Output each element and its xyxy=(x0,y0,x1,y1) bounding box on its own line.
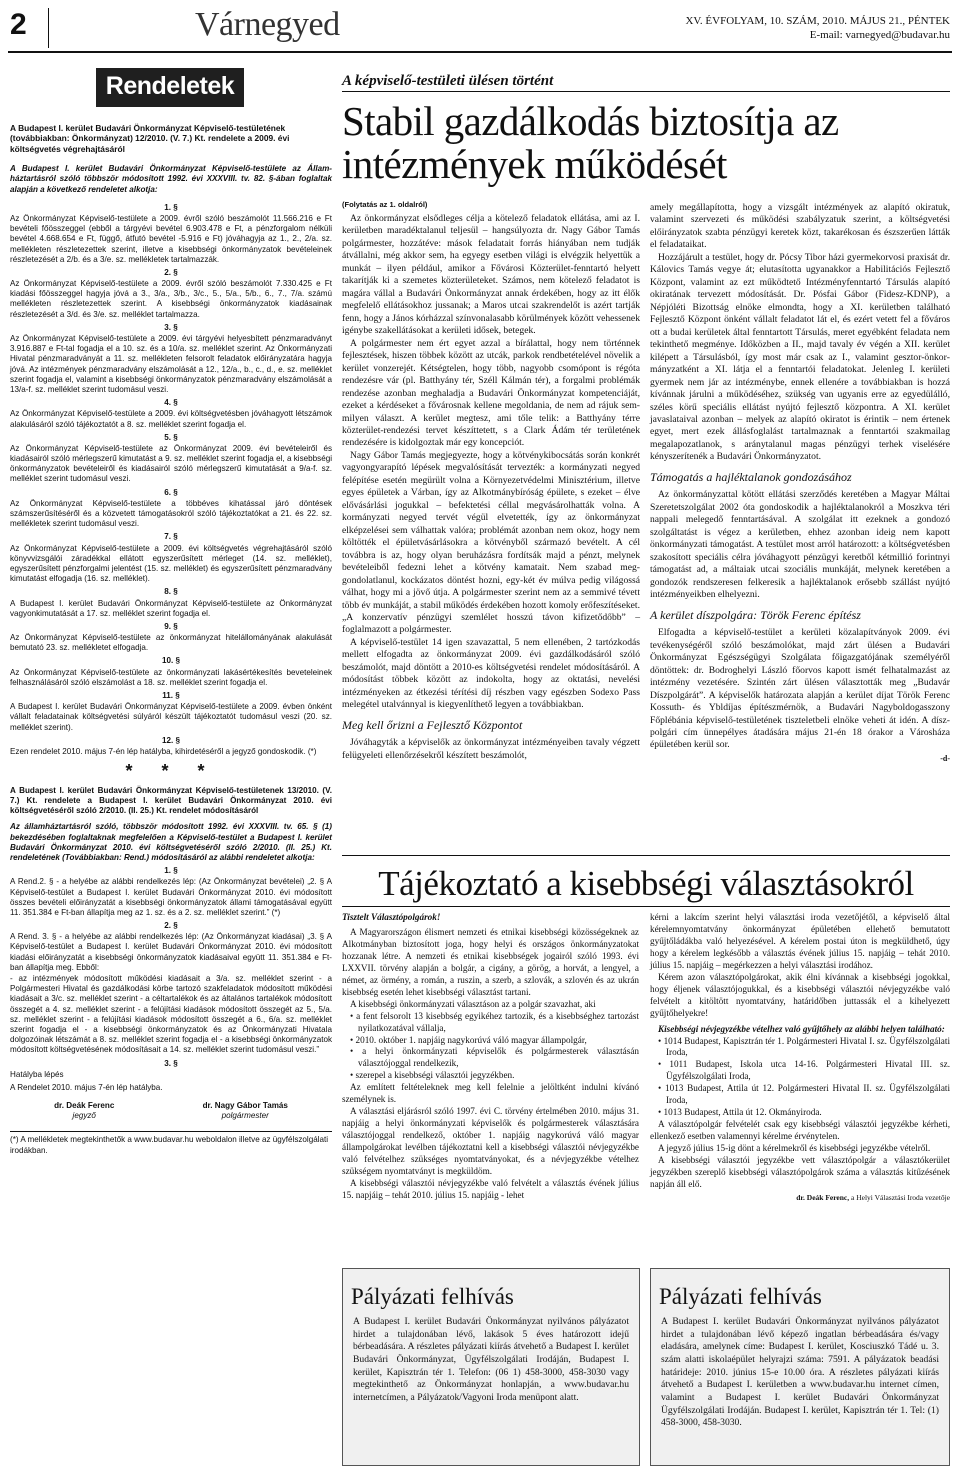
section-4: 4. § xyxy=(164,398,178,408)
section-1: 1. § xyxy=(164,202,178,212)
article1-subheading: Támogatás a hajléktalanok gondozásához xyxy=(650,469,852,484)
article2-paragraph: A kisebbségi önkormányzati választáson az a polgár szavazhat, aki xyxy=(350,998,596,1009)
article1-paragraph: Az önkormányzattal kötött ellátási szerződés keretében a Magyar Máltai Szeretetszolgálat 2002 óta gondoskodik a hajléktalanokról a Moszkva téri nappali melegedő fenntartásával. A szolgálat itt ezeknek a gondozó szolgáltatást is végez a kerületben, ehhez azonban ideig nem kapott önkormányzati támogatást. A testület most arról határozott: a költségvetésben szakosított speciális célra jóváhagyott pénzügyi keretből kétmillió forintnyi támogatást ad, a máltaiak utcai szociális munkáját, melynek keretében a gondozók rendszeresen felkeresik a hajléktalanok erősebb szállást nyújtó intézményeikben elhelyezni. xyxy=(650,489,950,601)
section-8-text: A Budapest I. kerület Budavári Önkormányzat Képviselő-testülete az Önkormányzat vagyonkimutatását a 17. sz. melléklet szerint fogadja el. xyxy=(10,598,332,618)
section-11-text: A Budapest I. kerület Budavári Önkormányzat Képviselő-testülete a 2009. évben önként vállalt feladatainak költségvetési súlyáról készült tájékoztatót tudomásul veszi (20. sz. melléklet szerint). xyxy=(10,702,332,732)
article2-paragraph: Kérem azon választópolgárokat, akik élni kívánnak a kisebbségi jogokkal, hogy éljenek választójogukkal, és a kisebbségi választói névjegyzékbe való felvételt a kitöltött nyomtatvány, határidőben juttassák el a kihelyezett gyűjtőhelyekre! xyxy=(650,971,950,1018)
decree2-section-3: 3. § xyxy=(164,1058,178,1068)
decree2-section-1: 1. § xyxy=(164,866,178,876)
article2-paragraph: A kisebbségi választói jegyzékbe vett választópolgár a választókerület jegyzékben szereplő kisebbségi választópolgárok száma a választás kitűzésének napján áll elő. xyxy=(650,1155,950,1189)
article-headline: Stabil gazdálkodás biztosítja az intézmények működését xyxy=(342,98,839,188)
article2-paragraph: A Magyarországon élismert nemzeti és etnikai kisebbségi közösségeknek az Alkotmányban biztosított joga, hogy helyi és országos önkormányzatokat hozzanak létre. A nemzeti és etnikai kisebbségek jogairól szóló 1993. évi LXXVII. törvény alapján a bolgár, a cigány, a görög, a horvát, a lengyel, a német, az örmény, a román, a ruszin, a szerb, a szlovák, a szlovén és az ukrán kisebbség esetén lehet kisebbségi választást tartani. xyxy=(342,926,639,997)
decree1-preamble: A Budapest I. kerület Budavári Önkormányzat Képviselő-testülete az Államháztartásról szóló többször módosított 1992. évi XXXVIII. tv. 82. §-ában foglaltak alapján a következő rendeletet alkotja: xyxy=(10,164,332,194)
article2-paragraph: A jegyző július 15-ig dönt a kérelmekről és kisebbségi jegyzékbe vételről. xyxy=(658,1143,931,1154)
footnote: (*) A mellékletek megtekinthetők a www.budavar.hu weboldalon illetve az ügyfélszolgálati irodákban. xyxy=(10,1131,332,1155)
article2-column-1 xyxy=(342,912,639,1202)
article1-signature: -d- xyxy=(940,753,950,763)
article1-paragraph: Jóváhagyták a képviselők az önkormányzat intézményeiben tavaly végzett felügyeleti ellenőrzésekről készített beszámolót, xyxy=(342,737,640,761)
decree1-title: A Budapest I. kerület Budavári Önkormányzat Képviselő-testületének (továbbiakban: Önkormányzat) 12/2010. (V. 7.) Kt. rendelete a 2009. évi költségvetés végrehajtásáról xyxy=(10,122,290,154)
decree2-items: - az intézmények módosított működési kiadásait a 3/a. sz. melléklet szerint - a Polgármesteri Hivatal és gazdálkodási körbe tartozó szakfeladatok módosított működési kiadásait a 3/c. sz. melléklet szerint - a céltartalékok és az általános tartalékok módosított összegét a 4. sz. melléklet szerint - a felújítási kiadások módosított összegét az 5., 5/a. sz. melléklet szerint - a felújítási kiadások módosított összegét a 6., 6/a. sz. melléklet szerint fogadja el - a kisebbségi önkormányzatok és az Önkormányzati Hivatala dolgozóinak létszámát a 8. sz. melléklet szerint fogadja el - a kisebbségi önkormányzatok módosított költségvetésének módosításait a 14. sz. melléklet szerint tudomásul veszi.” xyxy=(10,974,332,1055)
article2-signer-role: a Helyi Választási Iroda vezetője xyxy=(851,1192,950,1202)
tender-notice-1-title: Pályázati felhívás xyxy=(351,1284,514,1309)
continued-note: (Folytatás az 1. oldalról) xyxy=(342,200,428,209)
section-12-text: Ezen rendelet 2010. május 7-én lép hatályba, kihirdetéséről a jegyző gondoskodik. (*) xyxy=(10,746,317,756)
section-2-text: Az Önkormányzat Képviselő-testülete a 2009. évről szóló beszámolót 7.330.425 e Ft kiadási főösszeggel hagyja jóvá a 3., 3/a., 3/b., 3/c., 5., 5/a., 5/b., 6., 7., 7/a. számú mellékleten részletezettek szerint. A kisebbségi önkormányzatok kiadásainak részletezését a 3/d. és 3/e. sz. melléklet tartalmazza. xyxy=(10,279,332,319)
article2-bullet: • szerepel a kisebbségi választói jegyzékben. xyxy=(342,1070,639,1082)
article1-paragraph: A képviselő-testület 14 igen szavazattal, 5 nem ellenében, 2 tartózkodás mellett elfogadta az önkormányzat 2009. évi gazdálkodásáról szóló beszámolót, majd döntött a 2010-es költségvetési rendelet módosításáról. A módosítást többek között az indokolta, hogy az oktatási, nevelési intézményeken az étkezési térítési díj részben vagy egészben Sodexo Pass melegétel utalvánnyal is kiegyenlíthető legyen a továbbiakban. xyxy=(342,636,640,711)
decrees-column xyxy=(10,68,332,1156)
article2-headline: Tájékoztató a kisebbségi választásokról xyxy=(378,864,914,903)
section-10: 10. § xyxy=(161,656,180,666)
mayor-name: dr. Nagy Gábor Tamás xyxy=(202,1101,288,1111)
notary-role: jegyző xyxy=(72,1111,96,1121)
tender-notice-1 xyxy=(342,1268,640,1466)
signatures xyxy=(10,1101,332,1121)
tender-notice-1-body: A Budapest I. kerület Budavári Önkormányzat nyilvános pályázatot hirdet a tulajdonában lévő, lakások 5 éves határozott idejű bérbeadására. A részletes pályázati kiírás átvehető a Budapest I. kerület Budavári Önkormányzat, Ügyfélszolgálati Irodáján, Budapest I. kerület, Kapisztrán tér 1. Telefon: (06 1) 458-3000, 458-3030 vagy megtekinthető az Önkormányzat honlapján, a www.budavar.hu internetcímen, a Pályázatok/Vagyoni Iroda menüpont alatt. xyxy=(353,1315,629,1403)
section-6-text: Az Önkormányzat Képviselő-testülete a többéves kihatással járó döntések számszerűsítéséről és a közvetett támogatásokról szóló tájékoztatókat a 21. és 22. sz. mellékletek szerint tudomásul veszi. xyxy=(10,498,332,529)
article2-paragraph: A választópolgár felvételét csak egy kisebbségi választói jegyzékbe kérheti, ellenkező esetben valamennyi kérelme érvénytelen. xyxy=(650,1119,950,1142)
page-number: 2 xyxy=(10,8,27,41)
tender-notice-2-title: Pályázati felhívás xyxy=(659,1284,822,1309)
article2-paragraph: A kisebbségi választói névjegyzékbe való felvételt a választás évének július 15. napjáig – tehát 2010. július 15. napjáig - lehet xyxy=(342,1177,639,1200)
section-4-text: Az Önkormányzat Képviselő-testülete a 2009. évi költségvetésben jóváhagyott létszámok alakulásáról szóló tájékoztatót a 8. sz. melléklet szerint fogadja el. xyxy=(10,409,332,429)
article1-subheading: Meg kell őrizni a Fejlesztő Központot xyxy=(342,717,523,732)
section-5-text: Az Önkormányzat Képviselő-testülete az Önkormányzat 2009. évi bevételeiről és kiadásairól szóló mérlegszerű kimutatást a 9. sz. melléklet szerint fogadja el, a kisebbségi önkormányzatok bevételeiről és kiadásairól szóló mérlegszerű kimutatását a 9/a-f. sz. melléklet szerint tudomásul veszi. xyxy=(10,443,332,484)
article1-paragraph: amely megállapította, hogy a vizsgált intézmények az alapító okiratuk, valamint szervezeti és működési szabályzatuk szerint, a költségvetési előirányzatok szabta pénzügyi keretek közt, takarékosan és észszerűen látták el feladataikat. xyxy=(650,202,950,251)
article2-location: • 1013 Budapest, Attila út 12. Polgármesteri Hivatal II. sz. Ügyfélszolgálati Iroda, xyxy=(650,1083,950,1107)
article2-bottom-rule xyxy=(342,906,950,907)
article1-subheading: A kerület díszpolgára: Török Ferenc építész xyxy=(650,607,861,622)
article-kicker: A képviselő-testületi ülésen történt xyxy=(342,72,950,92)
decree2-section-3-text: Hatályba lépés xyxy=(10,1069,64,1079)
article2-bullet: • a fent felsorolt 13 kisebbség egyikéhez tartozik, és a kisebbséghez tartozást nyilatkozatával vállalja, xyxy=(342,1011,639,1035)
section-12: 12. § xyxy=(161,735,180,745)
section-7-text: Az Önkormányzat Képviselő-testülete a 2009. évi költségvetés végrehajtásáról szóló könyvvizsgálói záradékkal ellátott egyszerűsített mérleget (14. sz. melléklet), egyszerűsített pénzforgalmi jelentést (15. sz. melléklet) és egyszerűsített pénzmaradvány kimutatást elfogadja (16. sz. melléklet). xyxy=(10,543,332,584)
article2-top-rule xyxy=(342,855,950,856)
decree2-section-2: 2. § xyxy=(164,921,178,931)
article2-salutation: Tisztelt Választópolgárok! xyxy=(342,912,441,922)
section-9: 9. § xyxy=(164,621,178,631)
article2-location: • 1011 Budapest, Iskola utca 14-16. Polgármesteri Hivatal III. sz. Ügyfélszolgálati Iroda, xyxy=(650,1059,950,1083)
article1-column-2 xyxy=(650,202,950,764)
section-11: 11. § xyxy=(162,691,180,701)
section-8: 8. § xyxy=(164,587,178,597)
article2-location: • 1014 Budapest, Kapisztrán tér 1. Polgármesteri Hivatal I. sz. Ügyfélszolgálati Iroda, xyxy=(650,1036,950,1060)
article2-signer-name: dr. Deák Ferenc, xyxy=(796,1192,850,1202)
section-6: 6. § xyxy=(164,487,178,497)
article1-paragraph: Hozzájárult a testület, hogy dr. Pócsy Tibor házi gyermekorvosi praxisát dr. Kálovics Tamás vegye át; elutasította ugyanakkor a Habilitációs Fejlesztő Központ, valamint az ezt működtető Intézményfenntartó Társulás alapító okiratának tervezett módosítását. Dr. Pósfai Gábor (Fidesz-KDNP), a Népjóléti Bizottság elnöke elmondta, hogy a XI. kerületben található Fejlesztő Központ önként vállalt feladatot lát el, és ezért vetett fel a főváros ott a budai kerületek által fenntartott Társulás, meret egyébként feladata nem tekinthető megménye. Időközben a II., majd tavaly év végén a XII. kerület kilépett a Társulásból, így most már csak az I., valamint gesztor-önkormányzatként a XI. látja el a fenntartói feladatokat. Jelenleg I. kerületi gyermek nem jár az intézménybe, ennek ellenére a továbbiakban is hozzá kívánnak járulni a működéséhez, szükség van ugyanis erre az egyedülálló, széles körű speciális ellátást nyújtó fejlesztő központra. A XI. kerület javaslataival azonban – melyek az alapító okiratot is érintik – nem értenek egyet, mert ezek állásfoglalást tartalmaznak a fenntartói szakmailag megalapozatlanok, s aránytalanul magas pénzügyi terhek viselésére kényszerítenék a Budavári Önkormányzatot. xyxy=(650,251,950,463)
decree2-section-2-text: A Rend. 3. § - a helyébe az alábbi rendelkezés lép: (Az Önkormányzat kiadásai) „3. § A Képviselő-testület a Budapest I. kerület Budavári Önkormányzat 2010. évi módosított kiadási előirányzatát a kisebbségi önkormányzatok kiadásaival együtt 11. 351.384 e Ft-ban állapítja meg. Ebből: xyxy=(10,932,332,972)
section-7: 7. § xyxy=(164,532,178,542)
issue-info xyxy=(685,14,950,43)
section-3-text: Az Önkormányzat Képviselő-testülete a 2009. évi tárgyévi helyesbített pénzmaradványt 3.916.887 e Ft-tal fogadja el a 10. sz. és a 10/a. sz. melléklet szerint. Az Önkormányzati Hivatal pénzmaradványát a 11. sz. mellékleten felsorolt feladatok előirányzatára hagyja jóvá. Az intézmények pénzmaradvány elszámolását a 12., 12/a., b., c., d., e. sz. melléklet szerint fogadja el, valamint a kisebbségi önkormányzatok pénzmaradvány elszámolását a 13/a-f. sz. melléklet szerint tudomásul veszi. xyxy=(10,334,332,394)
article2-bullet: • a helyi önkormányzati képviselők és polgármesterek választásán választójoggal rendelkezik, xyxy=(342,1046,639,1070)
decree2-effective: A Rendelet 2010. május 7-én lép hatályba. xyxy=(10,1082,163,1092)
section-9-text: Az Önkormányzat Képviselő-testülete az önkormányzat hitelállományának alakulását bemutató 23. sz. mellékletet elfogadja. xyxy=(10,633,332,653)
masthead-rule xyxy=(8,51,952,53)
tender-notice-2-body: A Budapest I. kerület Budavári Önkormányzat nyilvános pályázatot hirdet a tulajdonában lévő képező ingatlan bérbeadására és/vagy eladására, amelynek címe: Budapest I. kerület, Kosciuszkó Tádé u. 3. szám alatti iskolaépület helyrajzi száma: 7591. A pályázatok beadási határideje: 2010. június 15-e 10.00 óra. A részletes pályázati kiírás átvehető a Budapest I. kerületben a www.budavar.hu internet címen, valamint a Budapest I. kerület Budavári Önkormányzat Ügyfélszolgálati Irodáján. Budapest I. kerület, Kapisztrán tér 1. Tel: (1) 458-3000, 458-3030. xyxy=(661,1315,939,1429)
article2-location: • 1013 Budapest, Attila út 12. Okmányiroda. xyxy=(650,1107,950,1119)
article1-paragraph: Az önkormányzat elsődleges célja a kötelező feladatok ellátása, ami az I. kerületben maradéktalanul teljesül – hangsúlyozta dr. Nagy Gábor Tamás polgármester, hozzátéve: mások feladatait forrás hiányában nem tudják átvállalni, még akkor sem, ha egyegy esetben világi is elvégzik helyettük a munkát – ilyen például, amikor a Fővárosi Közterület-fenntartó helyett takarítják ki a szemetes közterületeket. Számos, nem kötelező feladatot is magára vállal a Budavári Önkormányzat annak érdekében, hogy az itt élők megfelelő ellátásokhoz jussanak; a Maros utcai szakrendelőt is azért tartják fenn, hogy a János kórházzal színvonalasabb körülmények között vehessenek igénybe szakellátásokat a kerületi idősek, betegek. xyxy=(342,213,640,337)
section-3: 3. § xyxy=(164,322,178,332)
article1-paragraph: Elfogadta a képviselő-testület a kerületi közalapítványok 2009. évi tevékenységéről szóló beszámolókat, majd zárt ülésen a Budavári Önkormányzat Egészségügyi Szolgálata főigazgatójának személyéről döntöttek: dr. Bodroghelyi László főorvos kapott ismét felhatalmazást az intézmény vezetésére. Szintén zárt ülésen választották meg „Budavár Díszpolgárát”. A képviselők határozata alapján a kerület díjat Török Ferenc Kossuth- és Ybldíjas építészmérnök, a Budavári Nagyboldogasszony Főplébánia képviselő-testületének tiszteletbeli elnöke veheti át idén. A díszpolgári cím ünnepélyes átadására május 21-én 18 órakor a Városháza épületében kerül sor. xyxy=(650,627,950,751)
article2-subheading: Kisebbségi névjegyzékbe vételhez való gyűjtőhely az alábbi helyen található: xyxy=(658,1023,945,1034)
mayor-role: polgármester xyxy=(221,1111,269,1121)
signature-notary xyxy=(54,1101,114,1121)
masthead-divider xyxy=(48,8,49,48)
article1-column-1 xyxy=(342,213,640,762)
email-line: E-mail: varnegyed@budavar.hu xyxy=(809,29,950,42)
article2-signature xyxy=(650,1193,950,1203)
notary-name: dr. Deák Ferenc xyxy=(54,1101,115,1111)
section-2: 2. § xyxy=(164,267,178,277)
issue-line: XV. ÉVFOLYAM, 10. SZÁM, 2010. MÁJUS 21., PÉNTEK xyxy=(685,15,950,27)
article2-column-2 xyxy=(650,912,950,1203)
newspaper-logo: Várnegyed xyxy=(195,6,340,43)
signature-mayor xyxy=(203,1101,288,1121)
section-1-text: Az Önkormányzat Képviselő-testülete a 2009. évről szóló beszámolót 11.566.216 e Ft bevételi főösszeggel (ebből a tárgyévi bevétel 6.903.478 e Ft, a pénzforgalom nélküli bevétel 4.668.654 e Ft, függő, átfutó bevétel -5.916 e Ft) jóváhagyja az 1., 2., 2/a. sz. mellékleten részletezettek szerint, illetve a kisebbségi önkormányzatok bevételeinek részletezését a 2/b. és a 3/e. sz. mellékletek tartalmazzák. xyxy=(10,213,332,264)
article2-bullet: • 2010. október 1. napjáig nagykorúvá váló magyar állampolgár, xyxy=(342,1035,639,1047)
article2-paragraph: A választási eljárásról szóló 1997. évi C. törvény értelmében 2010. május 31. napjáig a helyi önkormányzati képviselők és polgármesterek választására választójoggal rendelkező, október 1. napjáig nagykorúvá váló magyar állampolgárokat levélben tájékoztatni kell a kisebbségi választói névjegyzékbe való felvételhez szükséges nyomtatványokat, és a névjegyzékbe vételhez szükségem nyomtatványt is megküldöm. xyxy=(342,1106,639,1177)
section-10-text: Az Önkormányzat Képviselő-testülete az önkormányzati lakásértékesítés beveteleinek felhasználásáról szóló elszámolást a 18. sz. melléklet szerint fogadja el. xyxy=(10,667,332,687)
section-5: 5. § xyxy=(164,432,178,442)
tender-notice-2 xyxy=(650,1268,950,1466)
decree2-title: A Budapest I. kerület Budavári Önkormányzat Képviselő-testületenek 13/2010. (V. 7.) Kt. rendelete a Budapest I. kerület Budavári Önkormányzat 2010. évi költségvetéséről szóló 2/2010. (II. 25.) Kt. rendelet módosításáról xyxy=(10,785,332,816)
decrees-title: Rendeletek xyxy=(96,68,244,107)
separator-stars: * * * xyxy=(125,761,217,782)
article2-paragraph: Az említett feltételeknek meg kell felelnie a jelöltként indulni kívánó személynek is. xyxy=(342,1082,639,1105)
article2-paragraph: kérni a lakcím szerint helyi választási iroda vezetőjétől, a képviselő által kérelemnyomtatvány önkormányzat épületében ellehető bemutatott gyűjtőládákba való helyezésével. A kérelem postai úton is megküldhető, úgy hogy a kérelem legkésőbb a választás évének július 15. napjáig – tehát 2010. július 15. napjáig – megérkezzen a helyi választási irodához. xyxy=(650,912,950,970)
decree2-preamble: Az államháztartásról szóló, többször módosított 1992. évi XXXVIII. tv. 65. § (1) bekezdésében foglaltaknak megfelelően a Képviselő-testület a Budapest I. kerület Budavári Önkormányzat 2010. évi költségvetéséről szóló 2/2010. (II. 25.) Kt. rendeletének (Továbbiakban: Rend.) módosításáról az alábbi rendeletet alkotja: xyxy=(10,822,332,862)
article1-paragraph: Nagy Gábor Tamás megjegyezte, hogy a kötvénykibocsátás során konkrét vagyongyarapító lépések megvalósítását tervezték: a kormányzati negyed felépítése esetén megürült volna a Környezetvédelmi Minisztérium, illetve egyes épületek a Várban, így az Alkotmánybíróság épülete, s ezeket – élve elővásárlási jogukkal – befektetési céllal megvásárolhatták volna. A kormányzati negyed tervét végül elvetették, így az önkormányzat elképzelései sem válhattak valóra; problémát azonban nem okoz, hogy nem költötték el épületvásárlásokra a kötvényből származó bevételt. A cél továbbra is az, hogy olyan beruházásra fordítsák majd a pénzt, melynek bevételeiből fedezni lehet a kötvény kamatait. Nem szabad meggondolatlanul, kockázatos döntést hozni, egy-két év múlva pedig világossá válhat, hogy mi a jövő útja. A polgármester szerint nem az a semmivé tévett több év munkáját, a stabil működés érdekében hozott komoly erőfeszítéseket. „A konzervatív pénzügyi szemlélet hosszú távon kifizetődőbb” – foglalmazott a polgármester. xyxy=(342,449,640,636)
article1-paragraph: A polgármester nem ért egyet azzal a bírálattal, hogy nem történnek fejlesztések, hiszen többek között az utcák, parkok rendbetételével növelik a kerület vonzerejét. Kétségtelen, hogy több, nagyobb csomópont is régóta rendezésre vár (pl. Batthyány tér, Széll Kálmán tér), a forgalmi problémák rendezése azonban meghaladja a Budavári Önkormányzat kompetenciáját, ezeket a kérdéseket a fővárosnak kellene megoldania, de nem ad rájuk semmilyen választ. A kerület megtesz, ami tőle telik: a Batthyány térre közterület-rendezési tervet készíttetett, s a Clark Ádám tér területének rendezésére is kidolgoztak már egy koncepciót. xyxy=(342,337,640,449)
decree2-section-1-text: A Rend.2. § - a helyébe az alábbi rendelkezés lép: (Az Önkormányzat bevételei) „2. § A Képviselő-testület a Budapest I. kerület Budavári Önkormányzat 2010. évi módosított összes bevételi előirányzatát a kisebbségi önkormányzatok állami támogatásával együtt 11. 351.384 e Ft-ban állapítja meg az 1. sz. és a 2. sz. melléklet szerint.” (*) xyxy=(10,877,332,917)
